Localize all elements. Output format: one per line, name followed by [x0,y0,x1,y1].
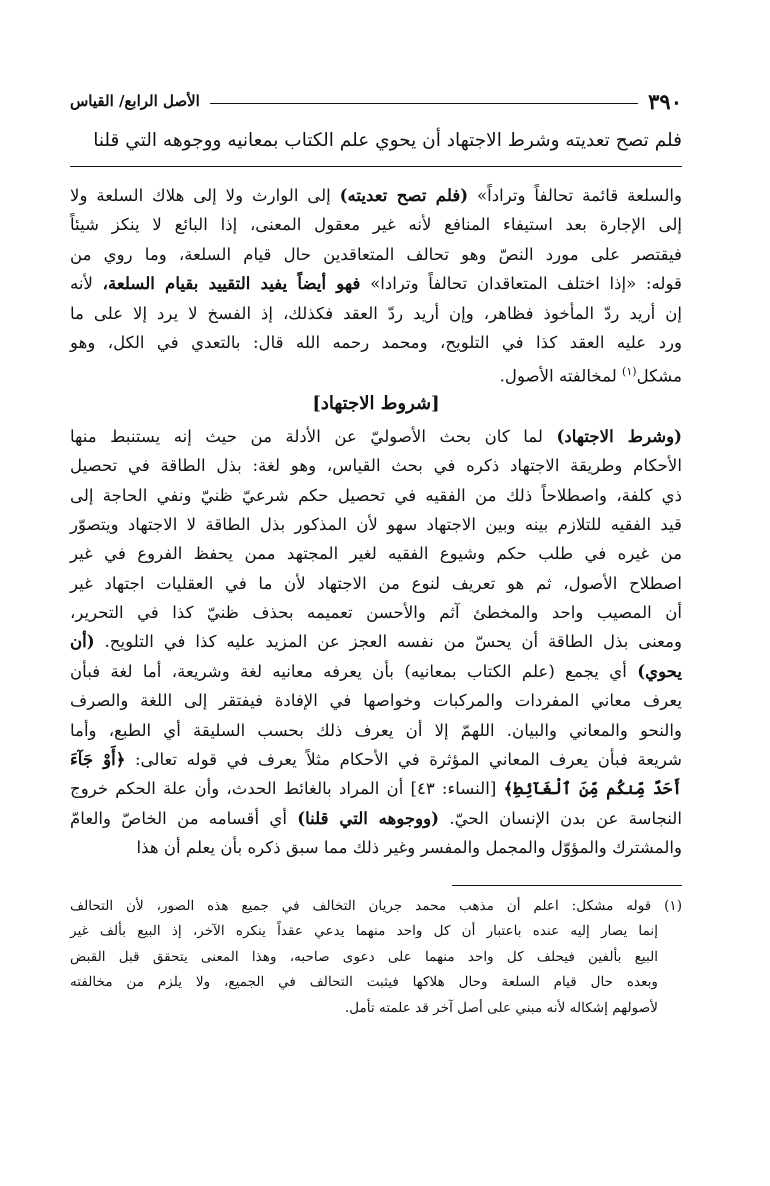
text-line: النجاسة عن بدن الإنسان الحيّ. (ووجوهه التي قلنا) أي أقسامه من الخاصّ والعامّ [70,807,682,828]
text-line: أن المصيب واحد والمخطئ آثم والأحسن تعميمه بحذف ظنيّ كذا في التحرير، [70,603,682,623]
footnote-line: البيع بألفين فيحلف كل واحد منهما على دعوى صاحبه، وهذا المعنى يتحقق قبل القبض [70,948,658,965]
text-line: والنحو والمعاني والبيان. اللهمّ إلا أن يعرف ذلك بحسب السليقة أي الطبع، وأما [70,720,682,740]
text-line: يعرف معاني المفردات والمركبات وخواصها في الإفادة فيفتقر إلى اللغة والصرف [70,691,682,711]
text-line: إن أريد ردّ المأخوذ فظاهر، وإن أريد ردّ العقد فكذلك، إذ الفسخ لا يرد إلا على ما [70,303,682,323]
page-number: ٣٩٠ [648,88,682,114]
text-line: أَحَدٌ مِّنكُم مِّنَ ٱلْغَآئِطِ﴾ [النساء: ٤٣] أن المراد بالغائط الحدث، وأن علة الحكم خروج [70,778,682,799]
text-line: والمشترك والمؤوّل والمجمل والمفسر وغير ذلك مما سبق ذكره بأن يعلم أن هذا [136,838,682,858]
text-line: ومعنى بذل الطاقة أن يحسّ من نفسه العجز عن المزيد عليه كذا في التلويح. (أن [70,631,682,652]
footnote-line: وبعده حال قيام السلعة وحال هلاكها فيثبت التحالف في الجميع، ولا يلزم من مخالفته [70,974,658,991]
text-line: إلى الإجارة بعد استيفاء المنافع لأنه غير معقول المعنى، إذا البائع لا ينكز شيئاً [70,215,682,235]
text-line: من غيره في طلب حكم وشيوع الفقيه لغير المجتهد ممن يحفظ الفروع في غير [70,544,682,564]
footnote-line: إنما يصار إليه عنده باعتبار أن كل واحد منهما يدعي عقداً ينكره الآخر، إذ البيع بألف غير [70,923,658,940]
text-line: الأحكام وطريقة الاجتهاد ذكره في بحث القياس، وهو لغة: بذل الطاقة في تحصيل [70,456,682,476]
footnote-separator [452,885,682,886]
footnotes [70,894,682,1022]
text-line: قيد الفقيه للتلازم بينه وبين الاجتهاد سهو لأن المذكور بذل الطاقة لا الاجتهاد ويتصوّر [70,514,682,534]
commentary-section-1 [70,181,682,387]
text-line: ذي كلفة، واصطلاحاً ذلك من الفقيه في تحصيل حكم شرعيّ ظنيّ ونفي الحاجة إلى [70,485,682,505]
text-line: يحوي) أي يجمع (علم الكتاب بمعانيه) بأن يعرفه معانيه لغة وشريعة، أما لغة فبأن [70,660,682,681]
text-line: شريعة فبأن يعرف المعاني المؤثرة في الأحكام مثلاً يعرف في قوله تعالى: ﴿أَوْ جَآءَ [70,749,682,770]
footnote-line: (١) قوله مشكل: اعلم أن مذهب محمد جريان التخالف في جميع هذه الصور، لأن التحالف [70,897,682,914]
text-line: مشكل$^{(١)}$ لمخالفته الأصول. [499,365,682,386]
section-title: [شروط الاجتهاد] [312,392,440,414]
commentary-section-2 [70,422,682,863]
quran-verse: أَحَدٌ مِّنكُم مِّنَ ٱلْغَآئِطِ﴾ [503,778,682,799]
text-line: (وشرط الاجتهاد) لما كان بحث الأصوليّ عن الأدلة من حيث إنه يستنبط منها [70,425,683,446]
matn-text: فلم تصح تعديته وشرط الاجتهاد أن يحوي علم الكتاب بمعانيه ووجوهه التي قلنا [93,130,682,151]
text-line: فيقتصر على مورد النصّ وهو تحالف المتعاقدين حال قيام السلعة، وما روي من [70,244,682,264]
matn-separator [70,166,682,167]
running-title: الأصل الرابع/ القياس [70,92,200,110]
footnote-line: لأصولهم إشكاله لأنه مبني على أصل آخر قد علمته تأمل. [344,999,658,1016]
book-page [70,88,682,1022]
text-line: قوله: «إذا اختلف المتعاقدان تحالفاً وترادا» فهو أيضاً يفيد التقييد بقيام السلعة، لأنه [70,273,682,294]
footnote-ref[interactable]: (١) [622,365,637,379]
text-line: ورد عليه العقد كذا في التلويح، ومحمد رحمه الله قال: بالتعدي في الكل، وهو [70,332,682,352]
header-rule [210,103,638,104]
text-line: والسلعة قائمة تحالفاً وتراداً» (فلم تصح تعديته) إلى الوارث ولا إلى هلاك السلعة ولا [70,185,682,205]
running-header [70,88,682,114]
text-line: اصطلاح الأصول، ثم هو تعريف لنوع من الاجتهاد لأن ما في العقليات اجتهاد غير [70,573,682,593]
